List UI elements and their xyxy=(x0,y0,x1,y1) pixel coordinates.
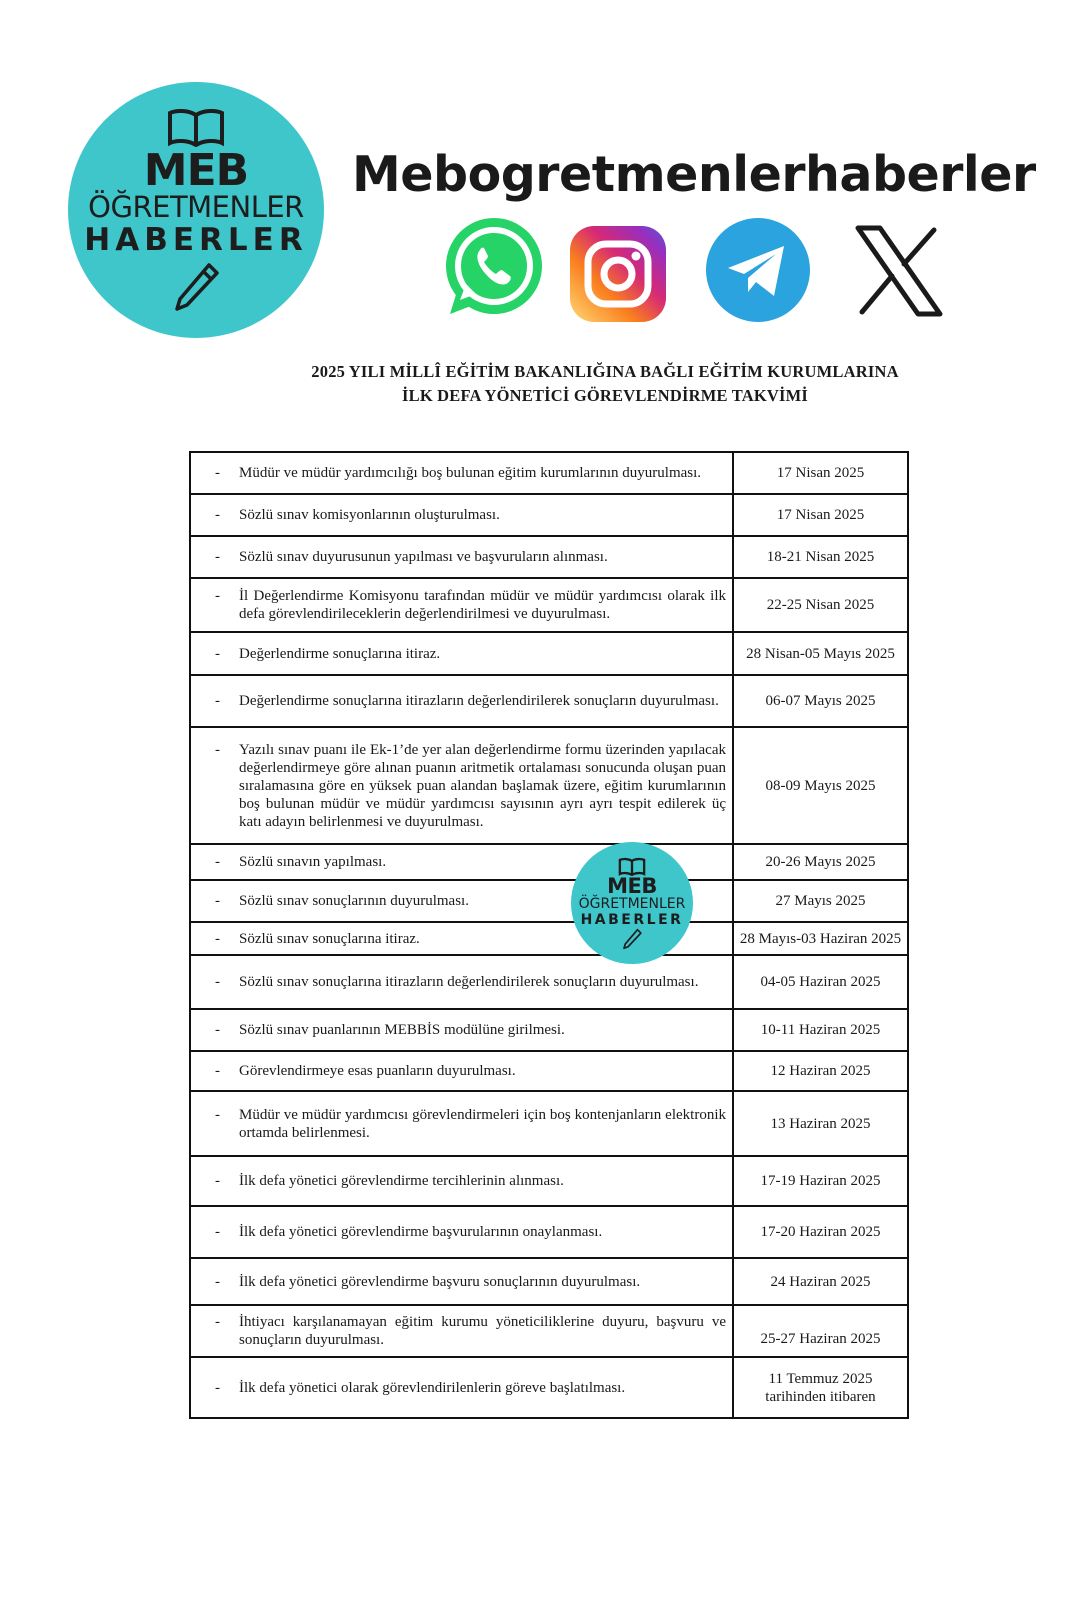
table-row xyxy=(190,1305,908,1357)
table-row xyxy=(190,1009,908,1051)
activity-text: İl Değerlendirme Komisyonu tarafından müdür ve müdür yardımcısı olarak ilk defa görevlendirileceklerin değerlendirilmesi ve duyurulması. xyxy=(239,588,726,622)
activity-cell xyxy=(190,1156,733,1206)
book-icon xyxy=(618,857,646,876)
document-title-line-2: İLK DEFA YÖNETİCİ GÖREVLENDİRME TAKVİMİ xyxy=(402,386,808,405)
table-row xyxy=(190,1258,908,1305)
activity-cell xyxy=(190,1206,733,1258)
date-cell: 17 Nisan 2025 xyxy=(733,452,908,494)
watermark-line-2: ÖĞRETMENLER xyxy=(578,895,686,912)
table-row xyxy=(190,1156,908,1206)
activity-text: Sözlü sınav komisyonlarının oluşturulması. xyxy=(239,507,500,523)
bullet-dash: - xyxy=(215,741,220,758)
activity-text: İlk defa yönetici görevlendirme tercihlerinin alınması. xyxy=(239,1173,564,1189)
date-cell: 17-20 Haziran 2025 xyxy=(733,1206,908,1258)
date-text: 11 Temmuz 2025 xyxy=(768,1370,873,1387)
activity-cell xyxy=(190,1009,733,1051)
activity-text: Değerlendirme sonuçlarına itirazların değerlendirilerek sonuçların duyurulması. xyxy=(239,693,719,709)
table-row xyxy=(190,494,908,536)
date-cell: 04-05 Haziran 2025 xyxy=(733,955,908,1009)
date-note: tarihinden itibaren xyxy=(765,1388,876,1405)
activity-text: Sözlü sınav sonuçlarının duyurulması. xyxy=(239,893,469,909)
activity-cell xyxy=(190,494,733,536)
date-cell: 20-26 Mayıs 2025 xyxy=(733,844,908,880)
activity-text: İlk defa yönetici olarak görevlendirilenlerin göreve başlatılması. xyxy=(239,1379,626,1396)
activity-cell xyxy=(190,1258,733,1305)
date-cell: 06-07 Mayıs 2025 xyxy=(733,675,908,727)
whatsapp-icon[interactable] xyxy=(436,214,548,326)
bullet-dash: - xyxy=(215,549,220,565)
book-icon xyxy=(166,107,226,147)
logo-line-3: HABERLER xyxy=(84,222,308,258)
schedule-table xyxy=(189,451,909,1419)
activity-cell xyxy=(190,1051,733,1091)
activity-cell xyxy=(190,1305,733,1357)
date-cell: 27 Mayıs 2025 xyxy=(733,880,908,922)
table-row xyxy=(190,844,908,880)
table-row xyxy=(190,1051,908,1091)
activity-cell xyxy=(190,1357,733,1418)
activity-text: Görevlendirmeye esas puanların duyurulması. xyxy=(239,1063,516,1079)
bullet-dash: - xyxy=(215,1224,220,1240)
date-cell: 18-21 Nisan 2025 xyxy=(733,536,908,578)
bullet-dash: - xyxy=(215,854,220,870)
date-cell: 10-11 Haziran 2025 xyxy=(733,1009,908,1051)
activity-text: Değerlendirme sonuçlarına itiraz. xyxy=(239,645,441,662)
table-row xyxy=(190,1091,908,1156)
activity-text: Yazılı sınav puanı ile Ek-1’de yer alan değerlendirme formu üzerinden yapılacak değerlendirmeye göre alınan puanın aritmetik ortalaması sonucunda oluşan puan sıralamasına göre en yüksek puan alandan başlamak üzere, eğitim kurumlarının boş bulunan müdür ve müdür yardımcısı sayısının ayrı ayrı tespit edilerek üç katı adayın belirlenmesi ve duyurulması. xyxy=(239,741,726,830)
brand-name: Mebogretmenlerhaberler xyxy=(352,146,1036,203)
logo-line-1: MEB xyxy=(143,145,249,196)
date-cell xyxy=(733,1357,908,1418)
bullet-dash: - xyxy=(215,930,220,947)
date-cell: 28 Mayıs-03 Haziran 2025 xyxy=(733,922,908,955)
watermark-line-1: MEB xyxy=(607,873,657,898)
table-row xyxy=(190,922,908,955)
bullet-dash: - xyxy=(215,1273,220,1290)
table-row xyxy=(190,955,908,1009)
table-row xyxy=(190,578,908,632)
telegram-icon[interactable] xyxy=(704,216,812,324)
date-cell: 28 Nisan-05 Mayıs 2025 xyxy=(733,632,908,675)
activity-cell xyxy=(190,536,733,578)
activity-text: Sözlü sınav puanlarının MEBBİS modülüne girilmesi. xyxy=(239,1022,565,1038)
bullet-dash: - xyxy=(215,893,220,909)
activity-text: İhtiyacı karşılanamayan eğitim kurumu yöneticiliklerine duyuru, başvuru ve sonuçların duyurulması. xyxy=(239,1314,726,1348)
date-cell: 17-19 Haziran 2025 xyxy=(733,1156,908,1206)
bullet-dash: - xyxy=(215,1106,220,1123)
activity-text: Müdür ve müdür yardımcısı görevlendirmeleri için boş kontenjanların elektronik ortamda belirlenmesi. xyxy=(239,1106,726,1141)
activity-cell xyxy=(190,727,733,844)
activity-text: İlk defa yönetici görevlendirme başvurularının onaylanması. xyxy=(239,1224,603,1240)
pen-icon xyxy=(621,928,643,950)
instagram-icon[interactable] xyxy=(566,222,670,326)
table-row xyxy=(190,1357,908,1418)
bullet-dash: - xyxy=(215,507,220,523)
document-title xyxy=(160,360,1050,408)
site-logo xyxy=(68,82,324,338)
activity-cell xyxy=(190,1091,733,1156)
date-cell: 08-09 Mayıs 2025 xyxy=(733,727,908,844)
activity-cell xyxy=(190,675,733,727)
table-row xyxy=(190,675,908,727)
activity-cell xyxy=(190,955,733,1009)
date-cell: 22-25 Nisan 2025 xyxy=(733,578,908,632)
bullet-dash: - xyxy=(215,465,220,481)
date-cell: 12 Haziran 2025 xyxy=(733,1051,908,1091)
date-cell: 17 Nisan 2025 xyxy=(733,494,908,536)
activity-text: Sözlü sınav sonuçlarına itirazların değerlendirilerek sonuçların duyurulması. xyxy=(239,974,699,990)
bullet-dash: - xyxy=(215,974,220,990)
document-title-line-1: 2025 YILI MİLLÎ EĞİTİM BAKANLIĞINA BAĞLI EĞİTİM KURUMLARINA xyxy=(311,362,899,381)
table-row xyxy=(190,880,908,922)
activity-text: Sözlü sınavın yapılması. xyxy=(239,854,387,870)
bullet-dash: - xyxy=(215,1022,220,1038)
bullet-dash: - xyxy=(215,1063,220,1079)
activity-cell xyxy=(190,578,733,632)
watermark-line-3: HABERLER xyxy=(580,911,684,928)
bullet-dash: - xyxy=(215,1379,220,1396)
activity-text: Sözlü sınav duyurusunun yapılması ve başvuruların alınması. xyxy=(239,549,608,565)
table-row xyxy=(190,536,908,578)
activity-text: İlk defa yönetici görevlendirme başvuru sonuçlarının duyurulması. xyxy=(239,1273,641,1290)
logo-line-2: ÖĞRETMENLER xyxy=(88,190,304,224)
activity-cell xyxy=(190,632,733,675)
date-cell: 25-27 Haziran 2025 xyxy=(733,1305,908,1357)
bullet-dash: - xyxy=(215,1173,220,1189)
table-row xyxy=(190,452,908,494)
date-cell: 24 Haziran 2025 xyxy=(733,1258,908,1305)
activity-cell xyxy=(190,452,733,494)
bullet-dash: - xyxy=(215,645,220,662)
watermark-logo xyxy=(571,842,693,964)
bullet-dash: - xyxy=(215,588,220,604)
table-row xyxy=(190,727,908,844)
date-cell: 13 Haziran 2025 xyxy=(733,1091,908,1156)
table-row xyxy=(190,1206,908,1258)
activity-text: Müdür ve müdür yardımcılığı boş bulunan eğitim kurumlarının duyurulması. xyxy=(239,465,702,481)
table-row xyxy=(190,632,908,675)
activity-text: Sözlü sınav sonuçlarına itiraz. xyxy=(239,930,420,947)
bullet-dash: - xyxy=(215,1314,220,1330)
bullet-dash: - xyxy=(215,693,220,709)
x-icon[interactable] xyxy=(848,218,948,322)
pen-icon xyxy=(173,261,219,313)
